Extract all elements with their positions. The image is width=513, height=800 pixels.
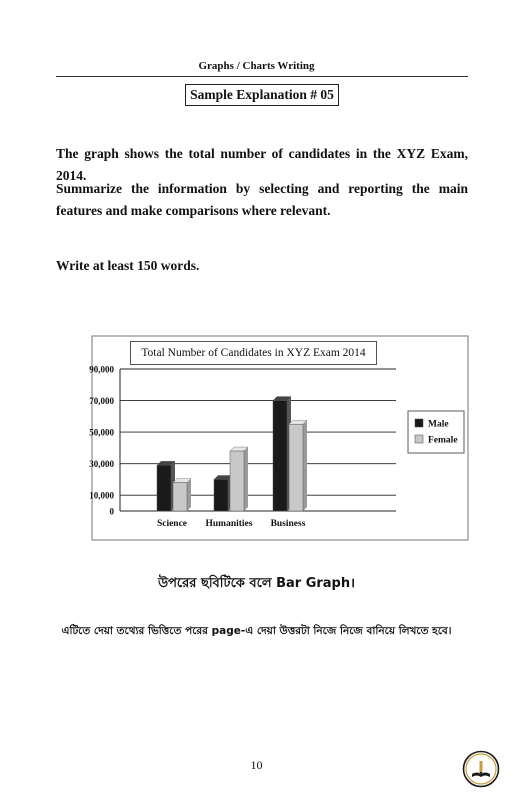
- bar-female: [230, 451, 244, 511]
- legend-label-male: Male: [428, 419, 449, 430]
- bengali-instruction: এটিতে দেয়া তথ্যের ভিত্তিতে পরের page-এ দেয়া উত্তরটা নিজে নিজে বানিয়ে লিখতে হবে।: [61, 625, 452, 637]
- legend-label-female: Female: [428, 435, 458, 446]
- x-tick-label: Humanities: [205, 519, 253, 529]
- y-tick-label: 0: [109, 506, 114, 517]
- page-number: 10: [250, 758, 263, 772]
- bar-side-female: [244, 447, 248, 511]
- legend-swatch-female: [415, 435, 423, 443]
- x-tick-label: Science: [156, 519, 188, 529]
- bar-female: [289, 424, 303, 511]
- y-tick-label: 70,000: [89, 396, 114, 407]
- publisher-logo-icon: [462, 750, 500, 788]
- bar-male: [214, 479, 228, 511]
- legend-box: [408, 411, 464, 453]
- bar-chart: [78, 333, 468, 543]
- bar-side-female: [187, 479, 191, 511]
- y-tick-label: 90,000: [89, 364, 114, 375]
- bar-female: [173, 483, 187, 511]
- x-tick-label: Business: [270, 519, 306, 529]
- bar-side-female: [303, 420, 307, 511]
- bengali-caption: উপরের ছবিটিকে বলে Bar Graph।: [157, 576, 356, 591]
- bar-male: [273, 401, 287, 511]
- task-instructions: Summarize the information by selecting and reporting the main features and make comparisons where relevant.: [56, 181, 468, 218]
- y-tick-label: 10,000: [89, 490, 114, 501]
- chart-title: Total Number of Candidates in XYZ Exam 2014: [130, 341, 377, 365]
- task-description: The graph shows the total number of candidates in the XYZ Exam, 2014.: [56, 146, 468, 183]
- y-tick-label: 50,000: [89, 427, 114, 438]
- sample-title-box: Sample Explanation # 05: [185, 84, 339, 106]
- header-rule: [56, 76, 468, 77]
- word-count-instruction: Write at least 150 words.: [56, 258, 200, 273]
- page-header: Graphs / Charts Writing: [198, 60, 315, 72]
- y-tick-label: 30,000: [89, 459, 114, 470]
- legend-swatch-male: [415, 419, 423, 427]
- bar-male: [157, 465, 171, 511]
